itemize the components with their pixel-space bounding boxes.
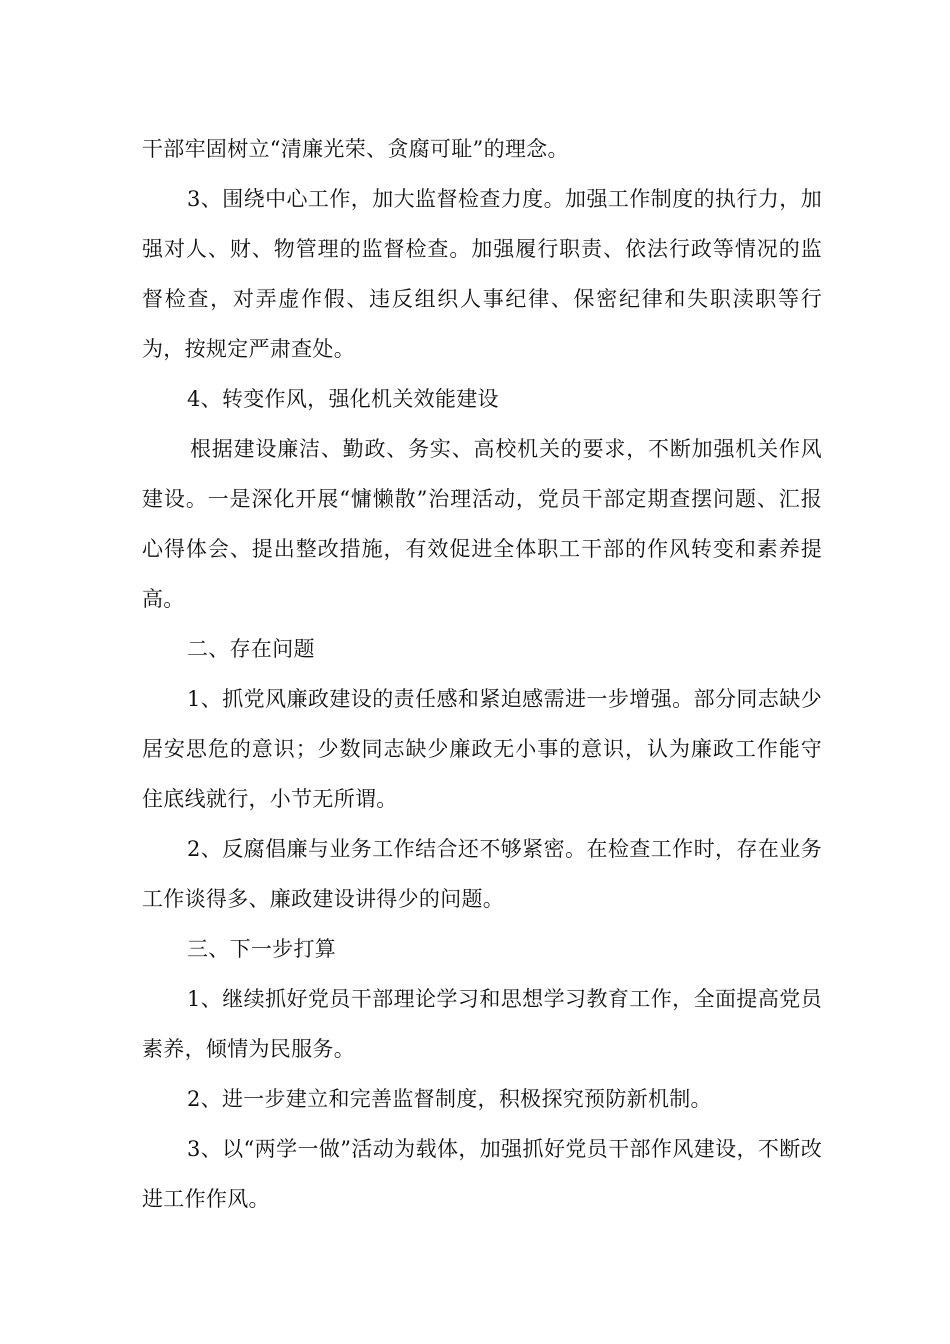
paragraph-problem-2: 2、反腐倡廉与业务工作结合还不够紧密。在检查工作时，存在业务工作谈得多、廉政建设讲得少的问题。: [142, 837, 822, 911]
paragraph-plan-2: 2、进一步建立和完善监督制度，积极探究预防新机制。: [187, 1087, 712, 1111]
paragraph-problem-1: 1、抓党风廉政建设的责任感和紧迫感需进一步增强。部分同志缺少居安思危的意识；少数同志缺少廉政无小事的意识，认为廉政工作能守住底线就行，小节无所谓。: [142, 687, 822, 811]
paragraph-item-3-supervision: 3、围绕中心工作，加大监督检查力度。加强工作制度的执行力，加强对人、财、物管理的监督检查。加强履行职责、依法行政等情况的监督检查，对弄虚作假、违反组织人事纪律、保密纪律和失职渎职等行为，按规定严肃查处。: [142, 187, 822, 361]
section-heading-next-steps: 三、下一步打算: [187, 937, 337, 961]
paragraph-plan-1: 1、继续抓好党员干部理论学习和思想学习教育工作，全面提高党员素养，倾情为民服务。: [142, 987, 822, 1061]
paragraph-continuation: 干部牢固树立“清廉光荣、贪腐可耻”的理念。: [142, 137, 569, 161]
document-body: [142, 124, 822, 1224]
paragraph-item-4-heading: 4、转变作风，强化机关效能建设: [187, 387, 499, 411]
section-heading-problems: 二、存在问题: [187, 637, 315, 661]
paragraph-plan-3: 3、以“两学一做”活动为载体，加强抓好党员干部作风建设，不断改进工作作风。: [142, 1137, 822, 1211]
paragraph-style-construction: 根据建设廉洁、勤政、务实、高校机关的要求，不断加强机关作风建设。一是深化开展“慵懒散”治理活动，党员干部定期查摆问题、汇报心得体会、提出整改措施，有效促进全体职工干部的作风转变和素养提高。: [142, 437, 822, 611]
